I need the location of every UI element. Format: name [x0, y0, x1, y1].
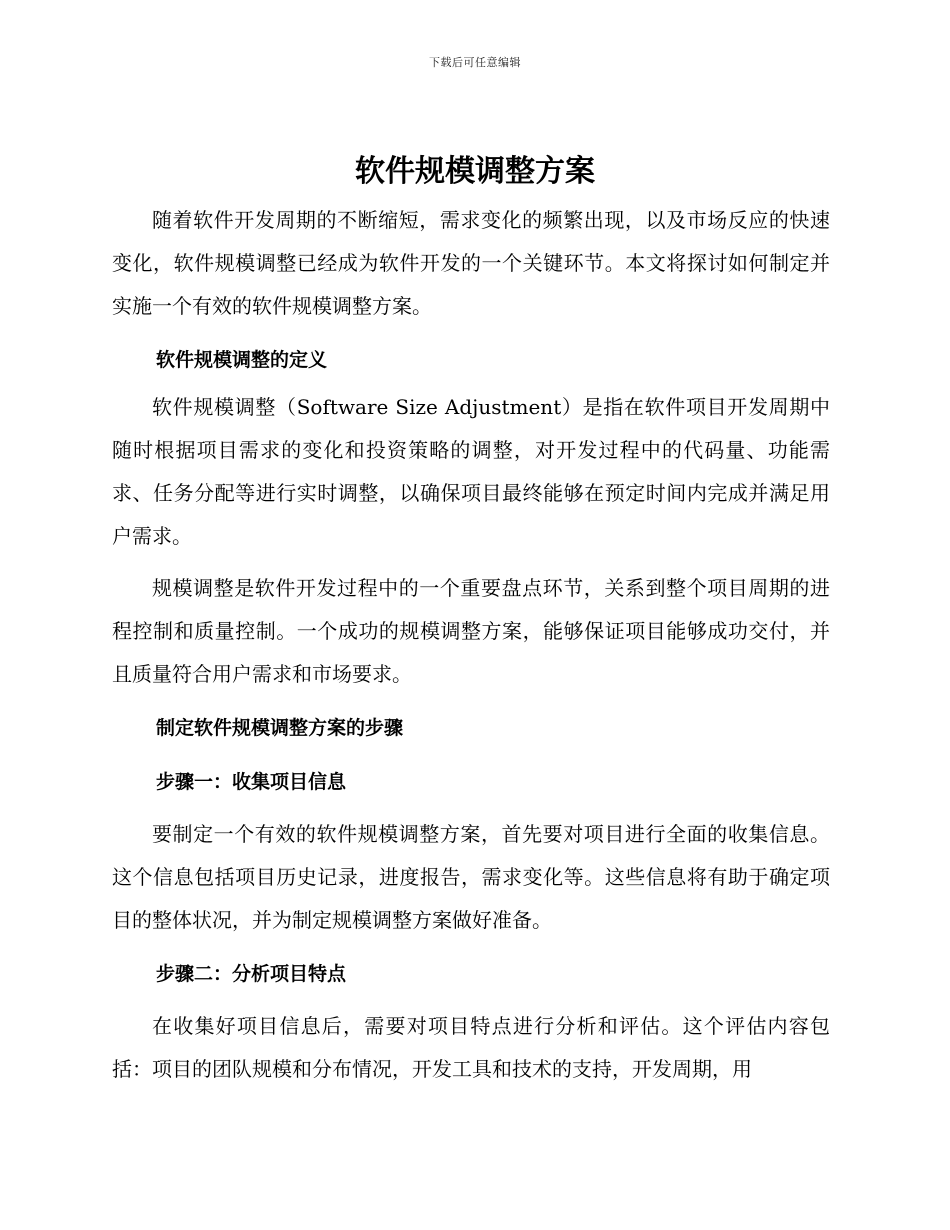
step1-heading: 步骤一：收集项目信息 — [156, 771, 347, 793]
step2-paragraph: 在收集好项目信息后，需要对项目特点进行分析和评估。这个评估内容包括：项目的团队规模和分布情况，开发工具和技术的支持，开发周期，用 — [112, 1014, 830, 1081]
section-heading-steps: 制定软件规模调整方案的步骤 — [156, 717, 404, 739]
definition-paragraph-1: 软件规模调整（Software Size Adjustment）是指在软件项目开发周期中随时根据项目需求的变化和投资策略的调整，对开发过程中的代码量、功能需求、任务分配等进行实时调整，以确保项目最终能够在预定时间内完成并满足用户需求。 — [112, 395, 830, 548]
section-heading-definition: 软件规模调整的定义 — [156, 349, 328, 371]
definition-paragraph-2: 规模调整是软件开发过程中的一个重要盘点环节，关系到整个项目周期的进程控制和质量控制。一个成功的规模调整方案，能够保证项目能够成功交付，并且质量符合用户需求和市场要求。 — [112, 576, 830, 686]
header-note: 下载后可任意编辑 — [429, 56, 521, 69]
document-body — [112, 199, 830, 1091]
intro-paragraph: 随着软件开发周期的不断缩短，需求变化的频繁出现，以及市场反应的快速变化，软件规模调整已经成为软件开发的一个关键环节。本文将探讨如何制定并实施一个有效的软件规模调整方案。 — [112, 208, 830, 318]
step2-heading: 步骤二：分析项目特点 — [156, 963, 347, 985]
step1-paragraph: 要制定一个有效的软件规模调整方案，首先要对项目进行全面的收集信息。这个信息包括项目历史记录，进度报告，需求变化等。这些信息将有助于确定项目的整体状况，并为制定规模调整方案做好准备。 — [112, 822, 830, 932]
document-title: 软件规模调整方案 — [355, 154, 595, 189]
